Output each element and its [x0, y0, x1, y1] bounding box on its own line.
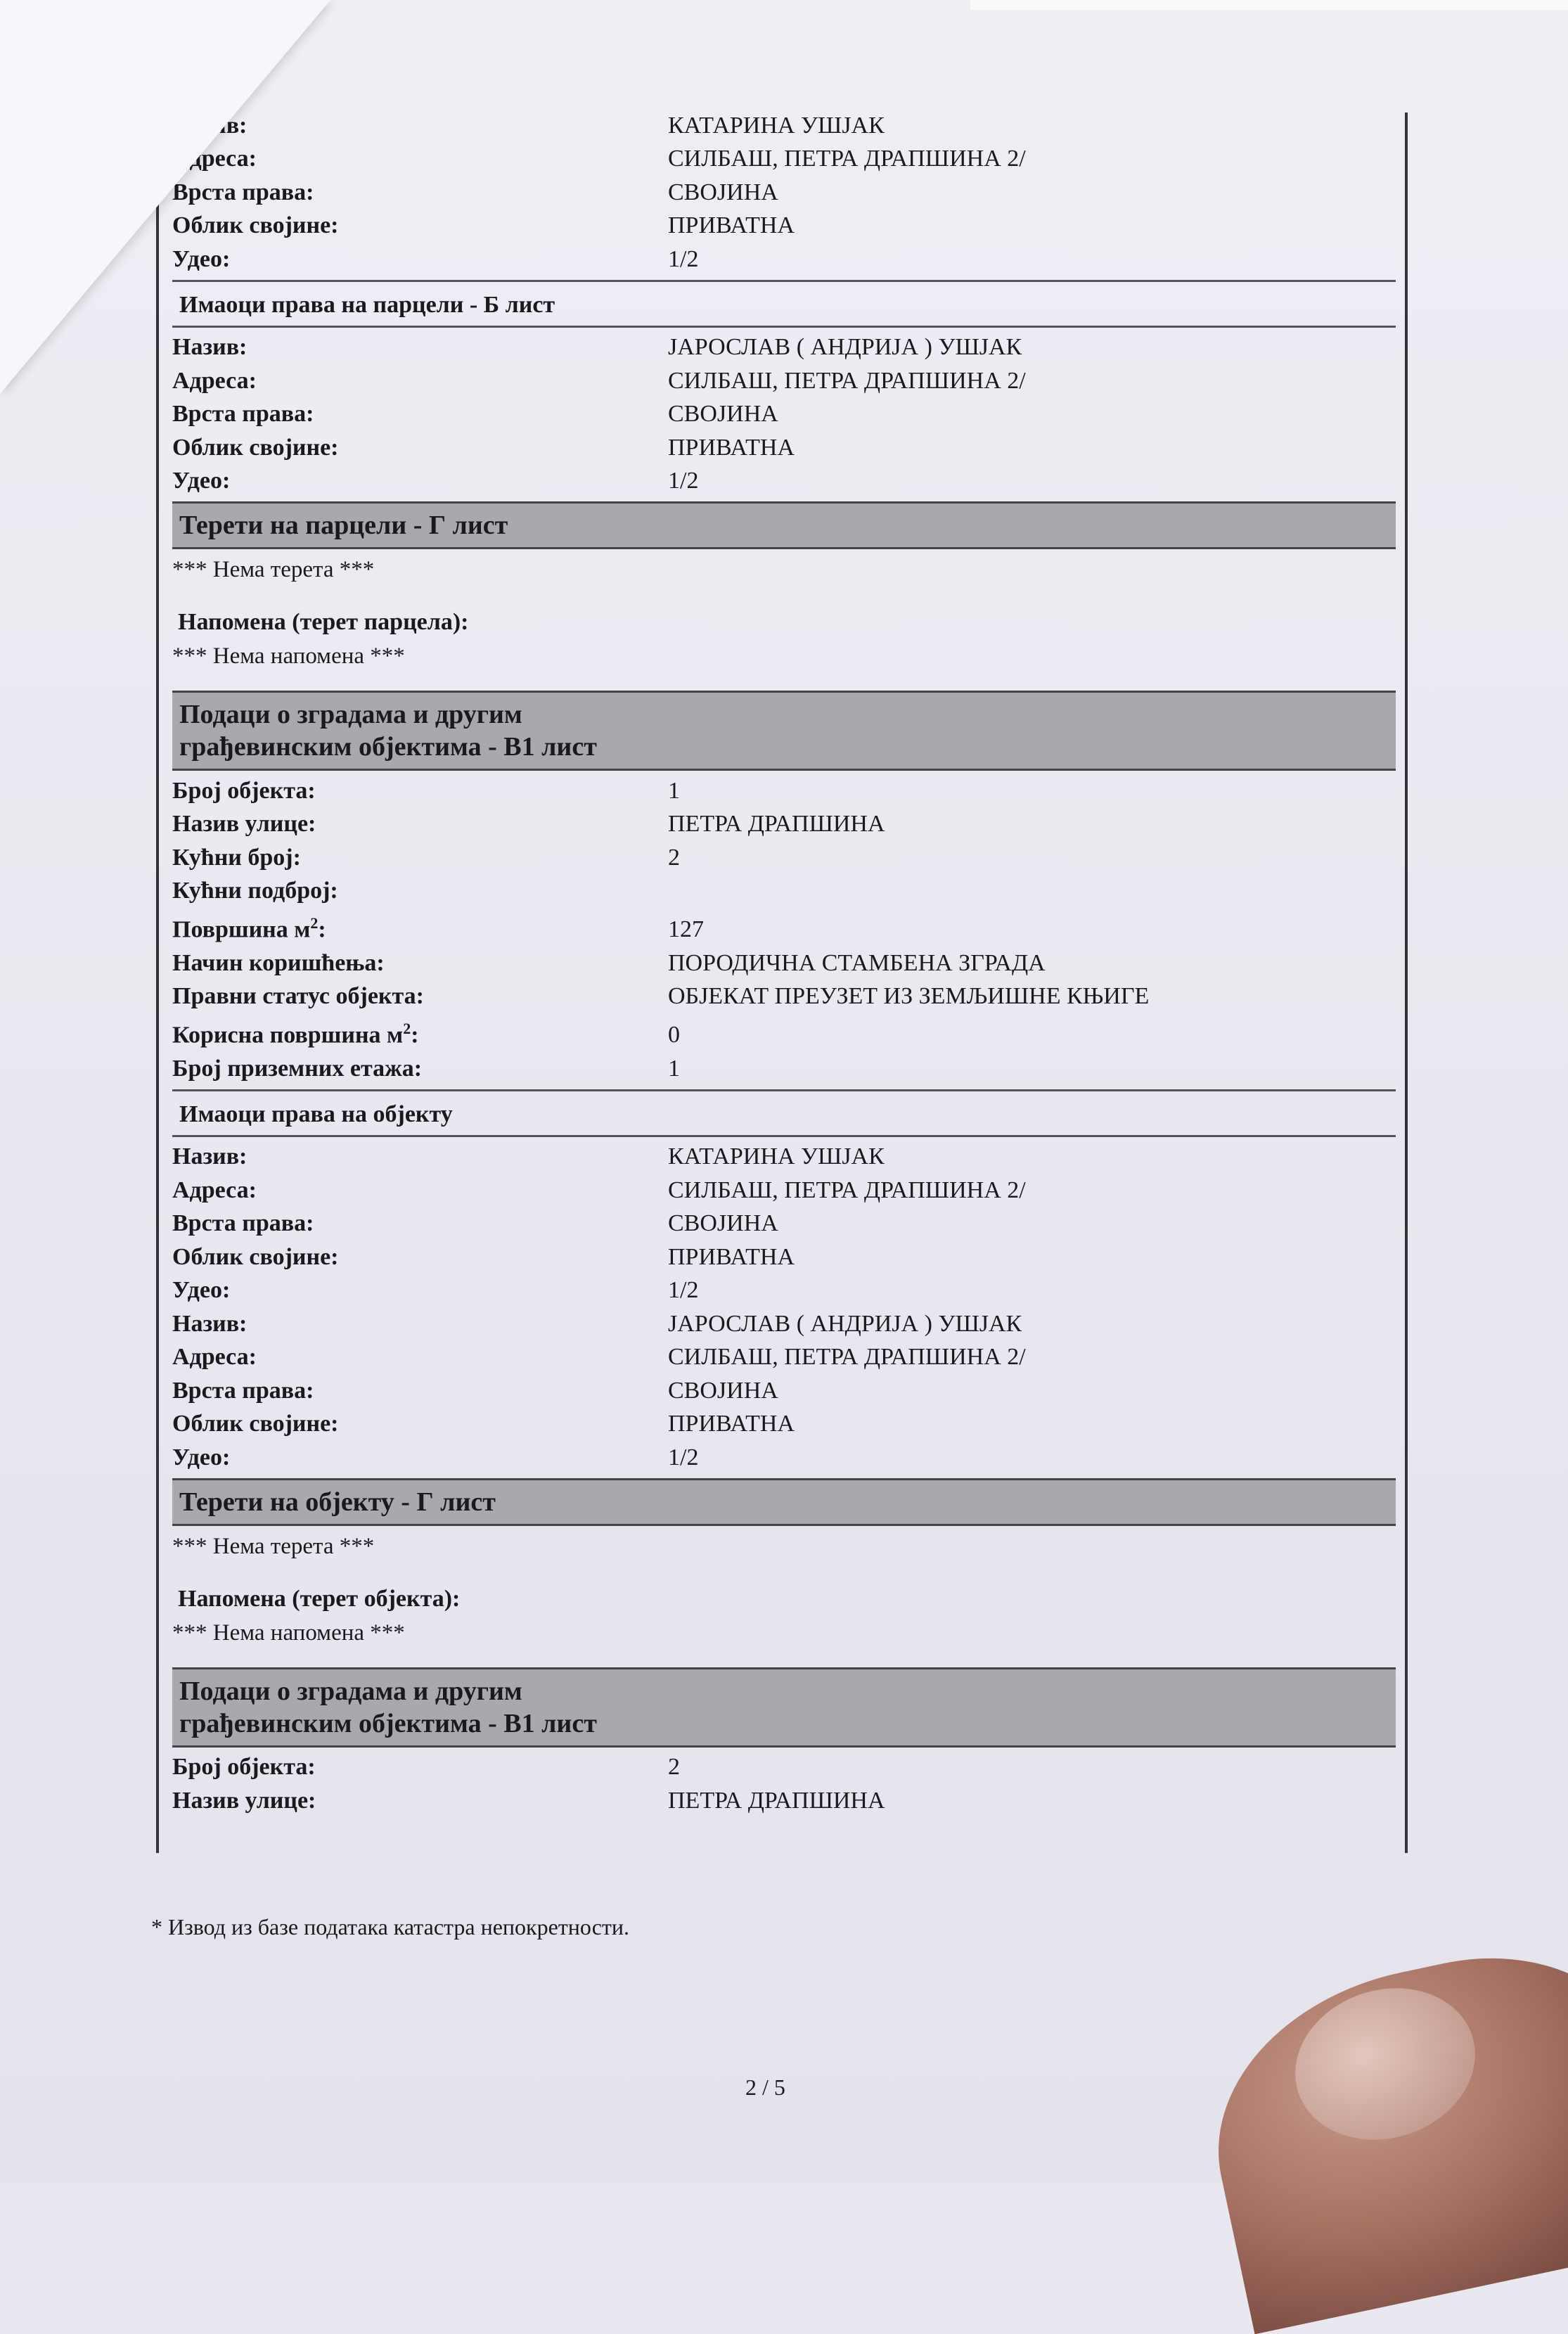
field-label-text: Облик својине: — [172, 434, 339, 461]
field-label-text: Удео: — [172, 1277, 231, 1303]
field-row — [172, 1010, 1396, 1049]
heading-line: Подаци о зградама и другим — [179, 700, 522, 729]
field-label-text: Врста права: — [172, 1377, 314, 1404]
field-row — [172, 428, 1396, 461]
building-2-details — [172, 1748, 1396, 1814]
field-label-text: Врста права: — [172, 401, 314, 427]
field-value: ОБЈЕКАТ ПРЕУЗЕТ ИЗ ЗЕМЉИШНЕ КЊИГЕ — [668, 983, 1150, 1009]
superscript: 2 — [310, 913, 319, 932]
field-label — [172, 1277, 668, 1304]
building-2-heading — [172, 1667, 1396, 1748]
field-row — [172, 871, 1396, 905]
field-row — [172, 139, 1396, 173]
field-row — [172, 206, 1396, 240]
field-value: 1/2 — [668, 1444, 699, 1470]
field-label-text: Назив: — [172, 334, 248, 360]
field-row — [172, 395, 1396, 428]
field-label-text: Удео: — [172, 245, 231, 272]
field-value: ЈАРОСЛАВ ( АНДРИЈА ) УШЈАК — [668, 1310, 1022, 1337]
heading-line: Подаци о зградама и другим — [179, 1676, 522, 1706]
field-row — [172, 804, 1396, 838]
field-label — [172, 811, 668, 838]
building-1-heading — [172, 691, 1396, 771]
field-label — [172, 1143, 668, 1170]
field-value: КАТАРИНА УШЈАК — [668, 112, 885, 139]
object-no-notes: *** Нема напомена *** — [172, 1620, 405, 1646]
field-label-text: Корисна површина м — [172, 1022, 404, 1048]
field-label-text: Врста права: — [172, 1210, 314, 1236]
field-label-text: Адреса: — [172, 1176, 257, 1203]
field-value: 2 — [668, 1754, 680, 1780]
field-label-text: Назив: — [172, 1143, 248, 1169]
field-label — [172, 778, 668, 804]
field-label-text: Назив улице: — [172, 811, 316, 837]
parcel-owners-heading: Имаоци права на парцели - Б лист — [172, 282, 1396, 328]
object-owners-heading: Имаоци права на објекту — [172, 1091, 1396, 1137]
parcel-no-burdens: *** Нема терета *** — [172, 557, 375, 582]
field-row — [172, 1204, 1396, 1238]
field-label-text: Површина м — [172, 916, 311, 942]
object-owners — [172, 1137, 1396, 1471]
field-value: 2 — [668, 844, 680, 871]
field-label — [172, 1344, 668, 1371]
field-row — [172, 461, 1396, 495]
field-value: 127 — [668, 916, 704, 942]
field-label — [172, 1244, 668, 1271]
field-label-text: Назив: — [172, 1310, 248, 1337]
field-value: 1/2 — [668, 468, 699, 494]
field-row — [172, 105, 1396, 139]
field-value: ЈАРОСЛАВ ( АНДРИЈА ) УШЈАК — [668, 334, 1022, 360]
building-1-details — [172, 771, 1396, 1082]
field-row — [172, 1404, 1396, 1438]
field-row — [172, 361, 1396, 395]
field-value: 1/2 — [668, 1277, 699, 1303]
field-value: ПРИВАТНА — [668, 1411, 795, 1437]
parcel-burdens-heading: Терети на парцели - Г лист — [172, 501, 1396, 549]
field-value: СИЛБАШ, ПЕТРА ДРАПШИНА 2/ — [668, 1344, 1026, 1370]
field-label — [172, 1444, 668, 1471]
field-label-text: Удео: — [172, 1444, 231, 1470]
object-no-burdens: *** Нема терета *** — [172, 1533, 375, 1559]
field-label-text: Број приземних етажа: — [172, 1055, 423, 1082]
field-row — [172, 328, 1396, 361]
field-label-text: Облик својине: — [172, 212, 339, 238]
field-value: СИЛБАШ, ПЕТРА ДРАПШИНА 2/ — [668, 367, 1026, 394]
heading-line: грађевинским објектима - В1 лист — [179, 1708, 597, 1738]
field-label-text: Облик својине: — [172, 1243, 339, 1270]
field-label-text: Удео: — [172, 468, 231, 494]
field-label — [172, 1177, 668, 1204]
field-row — [172, 172, 1396, 206]
field-value: 1 — [668, 1055, 680, 1082]
field-label — [172, 1056, 668, 1082]
field-row — [172, 1271, 1396, 1304]
superscript: 2 — [403, 1019, 411, 1037]
field-label-text: Врста права: — [172, 179, 314, 205]
field-label-text: Облик својине: — [172, 1411, 339, 1437]
field-value: СИЛБАШ, ПЕТРА ДРАПШИНА 2/ — [668, 1176, 1026, 1203]
field-row — [172, 1049, 1396, 1082]
field-row — [172, 838, 1396, 871]
field-label-text: Кућни број: — [172, 844, 301, 871]
field-row — [172, 1371, 1396, 1404]
field-label-text: Број објекта: — [172, 777, 316, 804]
field-label — [172, 468, 668, 494]
field-value: ПЕТРА ДРАПШИНА — [668, 1787, 885, 1814]
field-label — [172, 1378, 668, 1404]
field-label — [172, 878, 668, 904]
field-label-text: Правни статус објекта: — [172, 983, 424, 1009]
field-row — [172, 1137, 1396, 1171]
parcel-note-label: Напомена (терет парцела): — [178, 609, 469, 635]
field-row — [172, 977, 1396, 1011]
field-label — [172, 435, 668, 461]
field-value: ПРИВАТНА — [668, 1243, 795, 1270]
page-number: 2 / 5 — [745, 2075, 785, 2100]
field-label-text: Адреса: — [172, 367, 257, 394]
cadastre-extract — [172, 105, 1396, 1814]
field-value: СВОЈИНА — [668, 401, 778, 427]
field-row — [172, 1237, 1396, 1271]
field-value: ПОРОДИЧНА СТАМБЕНА ЗГРАДА — [668, 949, 1046, 976]
footnote: * Извод из базе података катастра непокретности. — [151, 1914, 630, 1939]
parcel-owner-1 — [172, 105, 1396, 273]
field-label-text: Адреса: — [172, 1344, 257, 1370]
field-row — [172, 943, 1396, 977]
field-label — [172, 401, 668, 428]
field-row — [172, 239, 1396, 273]
field-row — [172, 1748, 1396, 1781]
field-label-text: Кућни подброј: — [172, 878, 338, 904]
folded-page-corner — [0, 0, 330, 394]
field-label-text: Начин коришћења: — [172, 949, 385, 976]
object-note-label: Напомена (терет објекта): — [178, 1585, 461, 1612]
field-label — [172, 1311, 668, 1338]
field-value: ПРИВАТНА — [668, 212, 795, 238]
field-label-text: Назив улице: — [172, 1787, 316, 1814]
field-label: Површина $м^2$: — [172, 913, 326, 942]
right-border-line — [1405, 113, 1408, 1853]
field-value: СИЛБАШ, ПЕТРА ДРАПШИНА 2/ — [668, 146, 1026, 172]
field-label — [172, 1411, 668, 1437]
field-label — [172, 1788, 668, 1814]
parcel-no-notes: *** Нема напомена *** — [172, 643, 405, 669]
field-value: 1 — [668, 777, 680, 804]
field-row — [172, 1781, 1396, 1814]
field-label — [172, 1754, 668, 1781]
field-row — [172, 904, 1396, 943]
parcel-owner-2 — [172, 328, 1396, 495]
field-label — [172, 845, 668, 871]
field-value: СВОЈИНА — [668, 179, 778, 205]
field-value: 1/2 — [668, 245, 699, 272]
background-strip — [970, 0, 1568, 10]
field-row — [172, 1304, 1396, 1338]
field-label — [172, 950, 668, 977]
field-value: СВОЈИНА — [668, 1377, 778, 1404]
field-row — [172, 771, 1396, 804]
field-label: Корисна површина $м^2$: — [172, 1019, 419, 1048]
field-value: ПЕТРА ДРАПШИНА — [668, 811, 885, 837]
field-value: КАТАРИНА УШЈАК — [668, 1143, 885, 1169]
field-label-text: Број објекта: — [172, 1754, 316, 1780]
field-value: 0 — [668, 1022, 680, 1048]
field-row — [172, 1437, 1396, 1471]
field-label-text: Адреса: — [172, 146, 257, 172]
field-value: СВОЈИНА — [668, 1210, 778, 1236]
field-row — [172, 1338, 1396, 1371]
field-value: ПРИВАТНА — [668, 434, 795, 461]
field-label-text: Назив: — [172, 112, 248, 139]
object-burdens-heading: Терети на објекту - Г лист — [172, 1478, 1396, 1526]
heading-line: грађевинским објектима - В1 лист — [179, 732, 597, 762]
field-label — [172, 983, 668, 1010]
field-row — [172, 1170, 1396, 1204]
field-label — [172, 1210, 668, 1237]
